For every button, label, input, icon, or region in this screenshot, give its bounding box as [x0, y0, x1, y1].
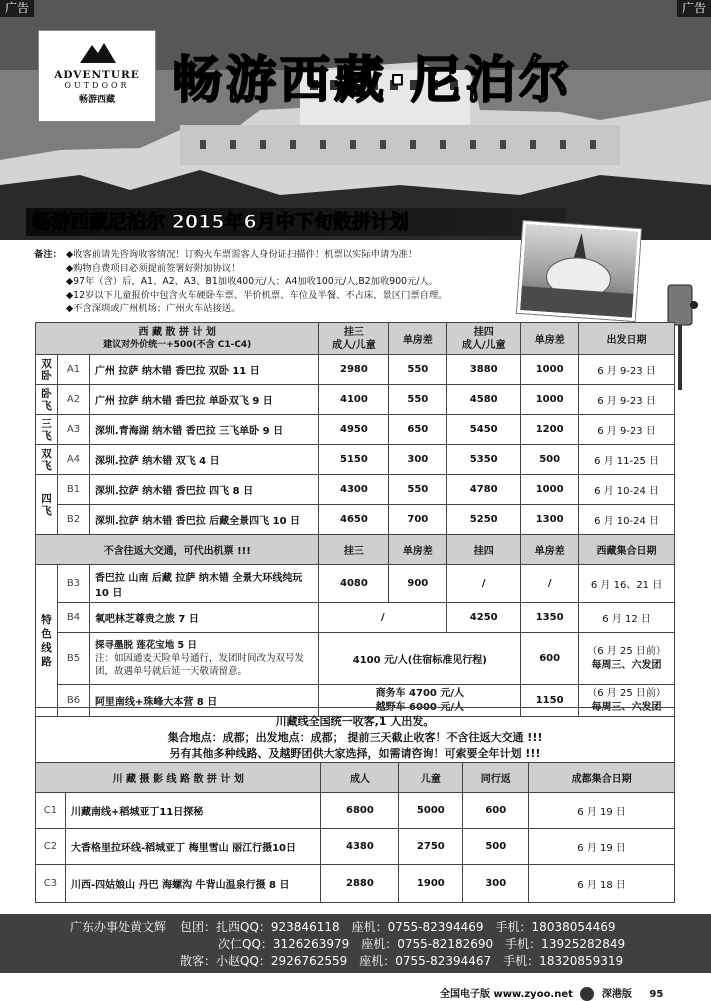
- stupa-illustration: [520, 224, 638, 318]
- table-row: [36, 865, 675, 903]
- single-supp-4star: 1000: [521, 385, 579, 415]
- logo-line-2: OUTDOOR: [64, 81, 130, 90]
- return-amount: 300: [463, 865, 529, 903]
- note-line: ◆不含深圳或广州机场；广州火车站接送。: [66, 303, 241, 314]
- table1-title: 西 藏 散 拼 计 划: [138, 326, 216, 338]
- price-3star: /: [319, 603, 447, 633]
- single-supp-4star: 1300: [521, 505, 579, 535]
- note-line: ◆收客前请先咨询收客情况！订购火车票需客人身份证扫描件！机票以实际申请为准！: [66, 249, 418, 260]
- price-4star: 5450: [447, 415, 521, 445]
- notes-label: 备注：: [34, 249, 62, 260]
- ad-label-left: 广告: [0, 0, 34, 17]
- table-row: [36, 475, 675, 505]
- return-amount: 500: [463, 829, 529, 865]
- table-row: [36, 793, 675, 829]
- price-3star: 4950: [319, 415, 389, 445]
- price-4star: 4580: [447, 385, 521, 415]
- note-line: ◆97年（含）后，A1、A2、A3、B1加收400元/人；A4加收100元/人,B2加收900元/人。: [66, 276, 439, 287]
- price-3star: 2980: [319, 355, 389, 385]
- price-3star: 4080: [319, 565, 389, 603]
- single-supp-3star: 700: [389, 505, 447, 535]
- route-code: C3: [36, 865, 66, 903]
- table-row: [36, 385, 675, 415]
- header-return: 同行返: [463, 763, 529, 793]
- adult-price: 2880: [321, 865, 399, 903]
- depart-date-b: 每周三、六发团: [591, 701, 662, 713]
- table-row: [36, 505, 675, 535]
- depart-date: 6 月 11-25 日: [579, 445, 675, 475]
- special-header-c1: 挂三: [319, 535, 389, 565]
- edition-label: 全国电子版 www.zyoo.net: [440, 989, 573, 1000]
- table-row: [36, 565, 675, 603]
- route-code: B5: [57, 633, 89, 685]
- photography-tour-table: [35, 762, 675, 903]
- table-row: [36, 415, 675, 445]
- price-business: 商务车 4700 元/人: [375, 687, 465, 699]
- special-header-c2: 单房差: [389, 535, 447, 565]
- sichuan-tibet-info: [35, 707, 675, 762]
- header-child: 儿童: [399, 763, 463, 793]
- header-c4: 单房差: [521, 323, 579, 355]
- special-header-c4: 单房差: [521, 535, 579, 565]
- single-supp-3star: 550: [389, 385, 447, 415]
- single-supp-3star: 900: [389, 565, 447, 603]
- adventure-outdoor-logo: [38, 30, 156, 122]
- depart-date: 6 月 9-23 日: [579, 415, 675, 445]
- single-supp-4star: 1200: [521, 415, 579, 445]
- single-supp-4star: 500: [521, 445, 579, 475]
- price-4star: 4780: [447, 475, 521, 505]
- price-4star: 4250: [447, 603, 521, 633]
- table-header-row: [36, 323, 675, 355]
- route-name: 川藏南线+稻城亚丁11日探秘: [65, 793, 321, 829]
- contact-row: 散客：小赵QQ：2926762559 座机：0755-82394467 手机：18320859319: [180, 954, 624, 968]
- child-price: 5000: [399, 793, 463, 829]
- office-name: 广东办事处黄文辉: [70, 920, 167, 934]
- route-note: 注：如因通麦天险单号通行，发团时间改为双号发团，故遇单号就后延一天敬请留意。: [94, 653, 304, 677]
- route-code: A3: [57, 415, 89, 445]
- route-code: A4: [57, 445, 89, 475]
- adult-price: 6800: [321, 793, 399, 829]
- route-name: 氧吧林芝尊贵之旅 7 日: [89, 603, 319, 633]
- route-code: B1: [57, 475, 89, 505]
- child-price: 2750: [399, 829, 463, 865]
- route-name: 深圳.拉萨 纳木错 香巴拉 四飞 8 日: [89, 475, 319, 505]
- special-header-c5: 西藏集合日期: [579, 535, 675, 565]
- info-line: 川藏线全国统一收客,1 人出发。: [275, 715, 435, 728]
- header-c3b: 成人/儿童: [461, 339, 506, 351]
- meet-date: 6 月 18 日: [529, 865, 675, 903]
- contact-row: 次仁QQ：3126263979 座机：0755-82182690 手机：13925282849: [218, 937, 626, 951]
- group-label: 四飞: [36, 475, 58, 535]
- route-name: 探寻墨脱 莲花宝地 5 日: [94, 640, 197, 651]
- table-row: [36, 633, 675, 685]
- table-header-row: [36, 763, 675, 793]
- header-adult: 成人: [321, 763, 399, 793]
- table2-title: 川 藏 摄 影 线 路 散 拼 计 划: [36, 763, 321, 793]
- single-supp-4star: 1000: [521, 355, 579, 385]
- hero-banner: [0, 0, 711, 240]
- single-supp-3star: 550: [389, 355, 447, 385]
- mountain-logo-icon: [80, 41, 116, 63]
- table1-subtitle: 建议对外价统一+500(不含 C1-C4): [103, 339, 252, 350]
- single-supp-4star: 1150: [521, 685, 579, 717]
- info-line: 另有其他多种线路、及越野团供大家选择，如需请咨询！可索要全年计划 !!!: [169, 747, 541, 760]
- route-code: B3: [57, 565, 89, 603]
- depart-date: 6 月 12 日: [579, 603, 675, 633]
- route-name: 大香格里拉环线-稻城亚丁 梅里雪山 丽江行摄10日: [65, 829, 321, 865]
- depart-date-a: （6 月 25 日前）: [587, 645, 666, 657]
- single-supp-4star: 1000: [521, 475, 579, 505]
- header-c3: 挂四: [473, 326, 494, 338]
- page-title: 畅游西藏·尼泊尔: [172, 51, 573, 109]
- tibet-tour-table: [35, 322, 675, 717]
- depart-date: 6 月 9-23 日: [579, 355, 675, 385]
- route-code: C1: [36, 793, 66, 829]
- info-line: 集合地点：成都；出发地点：成都； 提前三天截止收客！不含往返大交通 !!!: [167, 731, 543, 744]
- route-name: 香巴拉 山南 后藏 拉萨 纳木错 全景大环线纯玩 10 日: [89, 565, 319, 603]
- route-name: 深圳.拉萨 纳木错 双飞 4 日: [89, 445, 319, 475]
- stupa-photo: [517, 221, 641, 321]
- depart-date: 6 月 10-24 日: [579, 505, 675, 535]
- route-name: 深圳.拉萨 纳木错 香巴拉 后藏全景四飞 10 日: [89, 505, 319, 535]
- route-name: 广州 拉萨 纳木错 香巴拉 双卧 11 日: [89, 355, 319, 385]
- single-supp-3star: 300: [389, 445, 447, 475]
- route-name: 阿里南线+珠峰大本营 8 日: [89, 685, 319, 717]
- price-4star: /: [447, 565, 521, 603]
- special-section-title: 不含往返大交通，可代出机票 !!!: [36, 535, 319, 565]
- group-label: 三飞: [36, 415, 58, 445]
- price-3star: 5150: [319, 445, 389, 475]
- ad-label-right: 广告: [677, 0, 711, 17]
- price-4star: 3880: [447, 355, 521, 385]
- note-line: ◆12岁以下儿童报价中包含火车硬卧车票、半价机票、车位及半餐、不占床、景区门票自理。: [66, 289, 448, 301]
- route-name: 深圳.青海湖 纳木错 香巴拉 三飞单卧 9 日: [89, 415, 319, 445]
- single-supp-3star: 550: [389, 475, 447, 505]
- route-code: B2: [57, 505, 89, 535]
- route-code: C2: [36, 829, 66, 865]
- note-line: ◆购物自费项目必须提前签署好附加协议！: [66, 262, 241, 274]
- table-row: [36, 603, 675, 633]
- table-row: [36, 829, 675, 865]
- notes-block: [34, 248, 534, 316]
- price-3star: 4300: [319, 475, 389, 505]
- route-code: A1: [57, 355, 89, 385]
- price-4star: 5350: [447, 445, 521, 475]
- logo-line-3: 畅游西藏: [78, 95, 115, 105]
- single-supp-4star: 1350: [521, 603, 579, 633]
- depart-date: 6 月 9-23 日: [579, 385, 675, 415]
- group-label: 特色线路: [36, 565, 58, 717]
- single-supp-3star: 650: [389, 415, 447, 445]
- route-code: B4: [57, 603, 89, 633]
- header-c2: 单房差: [389, 323, 447, 355]
- page-subtitle: 畅游西藏尼泊尔 2015年6月中下旬散拼计划: [26, 208, 566, 236]
- route-name: 广州 拉萨 纳木错 香巴拉 单卧双飞 9 日: [89, 385, 319, 415]
- depart-date: 6 月 10-24 日: [579, 475, 675, 505]
- route-name: 川西-四姑娘山 丹巴 海螺沟 牛背山温泉行摄 8 日: [65, 865, 321, 903]
- depart-date-b: 每周三、六发团: [591, 659, 662, 671]
- section-header-row: [36, 535, 675, 565]
- meet-date: 6 月 19 日: [529, 793, 675, 829]
- header-date: 成都集合日期: [529, 763, 675, 793]
- depart-date: 6 月 16、21 日: [579, 565, 675, 603]
- child-price: 1900: [399, 865, 463, 903]
- price-4star: 5250: [447, 505, 521, 535]
- page-number: 95: [649, 989, 664, 1000]
- page-footer: [440, 985, 663, 1001]
- return-amount: 600: [463, 793, 529, 829]
- contact-row: 包团：扎西QQ：923846118 座机：0755-82394469 手机：18038054469: [180, 920, 616, 934]
- region-label: 深港版: [601, 989, 632, 1000]
- price-3star: 4100: [319, 385, 389, 415]
- header-c1b: 成人/儿童: [332, 339, 376, 351]
- single-supp-4star: /: [521, 565, 579, 603]
- header-c5: 出发日期: [579, 323, 675, 355]
- logo-line-1: ADVENTURE: [54, 69, 140, 81]
- depart-date-a: （6 月 25 日前）: [587, 687, 666, 699]
- adult-price: 4380: [321, 829, 399, 865]
- special-header-c3: 挂四: [447, 535, 521, 565]
- group-label: 卧飞: [36, 385, 58, 415]
- table-row: [36, 355, 675, 385]
- table-row: [36, 445, 675, 475]
- group-label: 双卧: [36, 355, 58, 385]
- route-code: B6: [57, 685, 89, 717]
- price-suv: 越野车 6000 元/人: [375, 701, 465, 713]
- single-supp-4star: 600: [521, 633, 579, 685]
- contact-footer: [0, 914, 711, 973]
- route-price: 4100 元/人(住宿标准见行程): [319, 633, 521, 685]
- route-code: A2: [57, 385, 89, 415]
- logo-circle-icon: [580, 987, 594, 1001]
- header-c1: 挂三: [343, 326, 364, 338]
- meet-date: 6 月 19 日: [529, 829, 675, 865]
- price-3star: 4650: [319, 505, 389, 535]
- group-label: 双飞: [36, 445, 58, 475]
